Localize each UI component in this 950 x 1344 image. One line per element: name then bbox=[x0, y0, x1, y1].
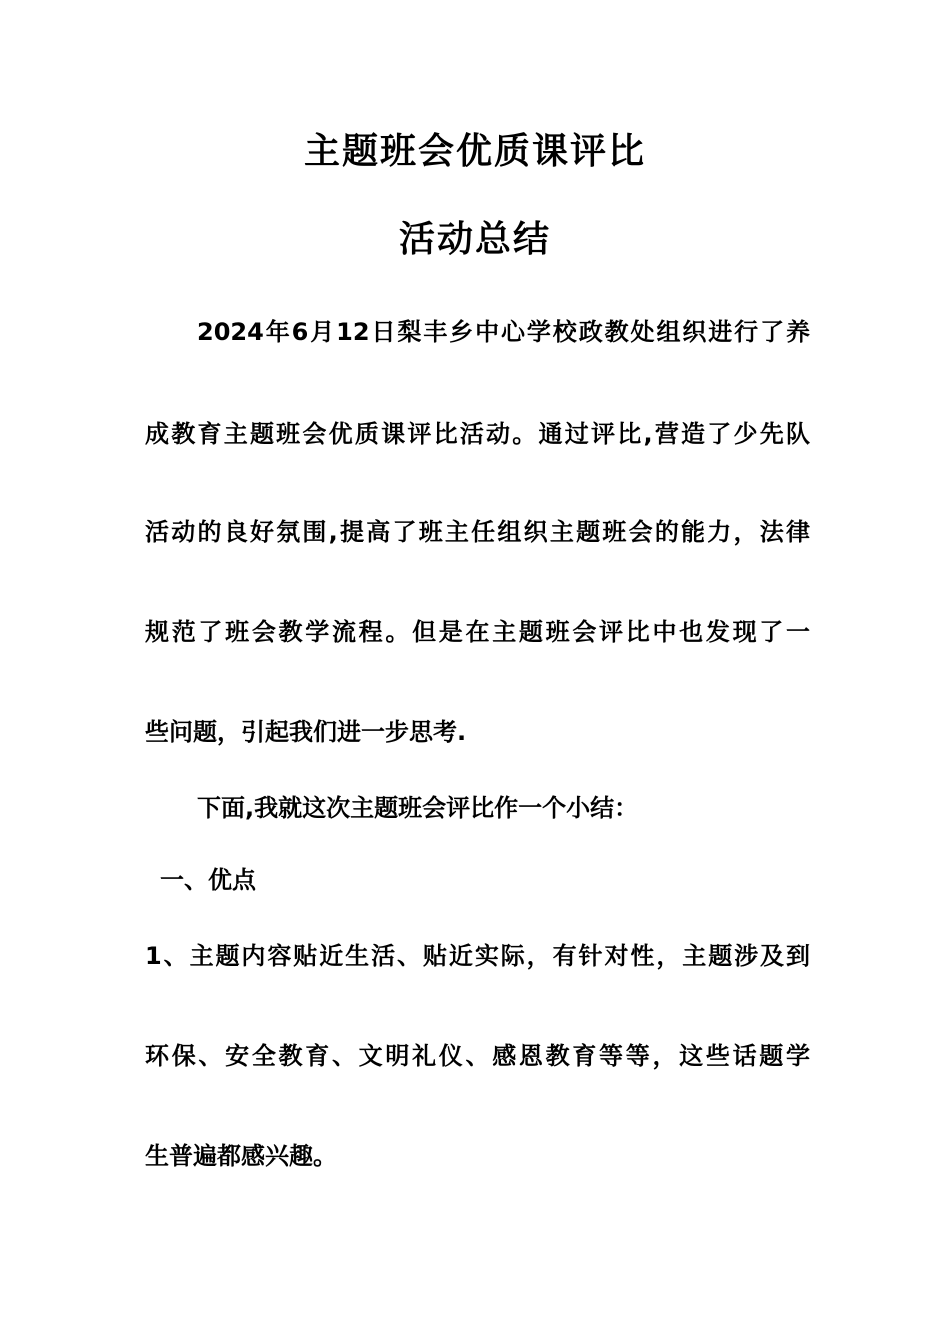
paragraph-2: 下面,我就这次主题班会评比作一个小结： bbox=[197, 794, 639, 822]
paragraph-1-line-5: 些问题，引起我们进一步思考. bbox=[145, 718, 467, 746]
document-title-line-2: 活动总结 bbox=[398, 219, 551, 260]
paragraph-1-line-4: 规范了班会教学流程。但是在主题班会评比中也发现了一 bbox=[145, 618, 810, 646]
paragraph-1-line-2: 成教育主题班会优质课评比活动。通过评比,营造了少先队 bbox=[145, 420, 810, 448]
document-title-line-1: 主题班会优质课评比 bbox=[303, 131, 646, 172]
paragraph-1-line-1: 2024年6月12日梨丰乡中心学校政教处组织进行了养 bbox=[197, 318, 810, 346]
paragraph-1-line-3: 活动的良好氛围,提高了班主任组织主题班会的能力，法律 bbox=[145, 518, 810, 546]
item-1-line-1: 1、主题内容贴近生活、贴近实际，有针对性，主题涉及到 bbox=[145, 942, 810, 970]
item-1-line-2: 环保、安全教育、文明礼仪、感恩教育等等，这些话题学 bbox=[145, 1042, 810, 1070]
section-heading-advantages: 一、优点 bbox=[160, 866, 256, 894]
item-1-line-3: 生普遍都感兴趣。 bbox=[145, 1142, 337, 1170]
